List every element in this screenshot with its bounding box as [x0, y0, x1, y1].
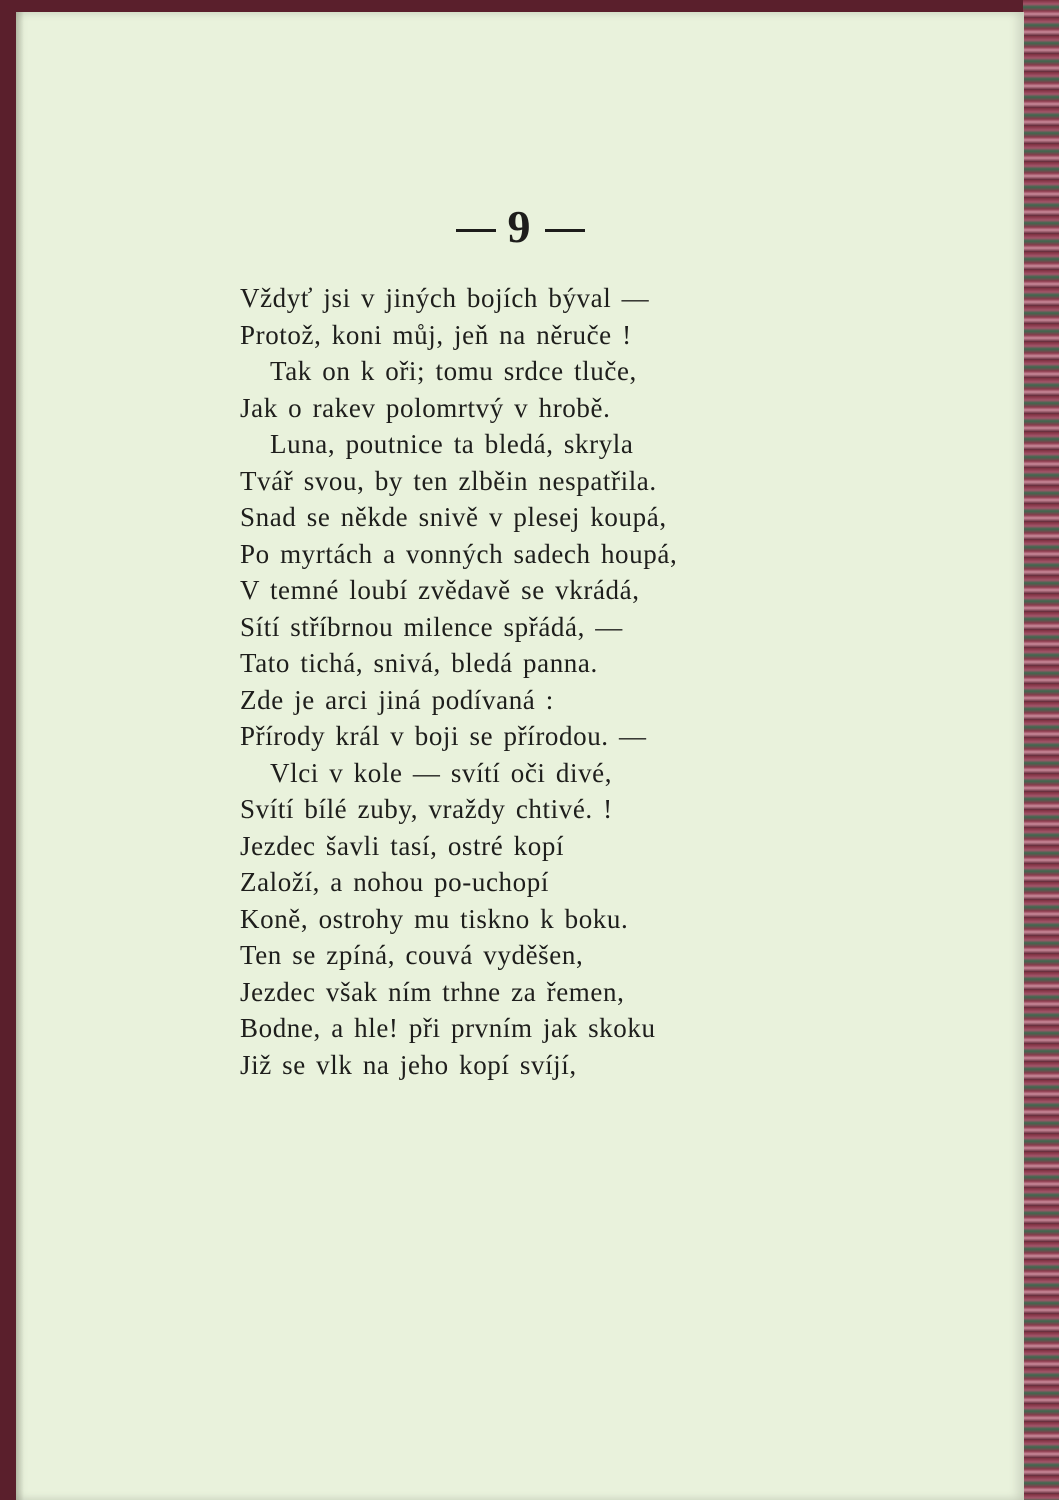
verse-line: Protož, koni můj, jeň na něruče ! [240, 319, 632, 350]
verse-line: Jezdec však ním trhne za řemen, [240, 976, 625, 1007]
header-dash-left [456, 229, 496, 232]
verse-line: Vždyť jsi v jiných bojích býval — [240, 283, 650, 313]
verse-line: Po myrtách a vonných sadech houpá, [240, 538, 678, 569]
verse-line: Tak on k oři; tomu srdce tluče, [270, 356, 637, 386]
verse-line: V temné loubí zvědavě se vkrádá, [240, 575, 640, 605]
verse-line: Vlci v kole — svítí oči divé, [270, 757, 613, 788]
verse-line: Tato tichá, snivá, bledá panna. [240, 648, 598, 678]
poem-text [240, 280, 780, 1083]
book-cover-edge [1023, 0, 1059, 1500]
page [16, 12, 1024, 1500]
verse-line: Zde je arci jiná podívaná : [240, 684, 554, 715]
verse-line: Přírody král v boji se přírodou. — [240, 721, 647, 751]
verse-line: Ten se zpíná, couvá vyděšen, [240, 940, 584, 970]
verse-line: Snad se někde snivě v plesej koupá, [240, 502, 667, 532]
verse-line: Koně, ostrohy mu tiskno k boku. [240, 903, 629, 934]
verse-line: Sítí stříbrnou milence spřádá, — [240, 611, 623, 642]
verse-line: Svítí bílé zuby, vraždy chtivé. ! [240, 794, 613, 824]
verse-line: Tvář svou, by ten zlběin nespatřila. [240, 465, 657, 496]
verse-line: Jak o rakev polomrtvý v hrobě. [240, 392, 611, 423]
verse-line: Jezdec šavli tasí, ostré kopí [240, 830, 565, 861]
page-header [16, 200, 1024, 253]
page-number: 9 [507, 201, 533, 252]
header-dash-right [545, 229, 585, 232]
verse-line: Založí, a nohou po-uchopí [240, 867, 549, 897]
verse-line: Již se vlk na jeho kopí svíjí, [240, 1049, 577, 1080]
verse-line: Luna, poutnice ta bledá, skryla [270, 429, 634, 459]
verse-line: Bodne, a hle! při prvním jak skoku [240, 1013, 656, 1043]
